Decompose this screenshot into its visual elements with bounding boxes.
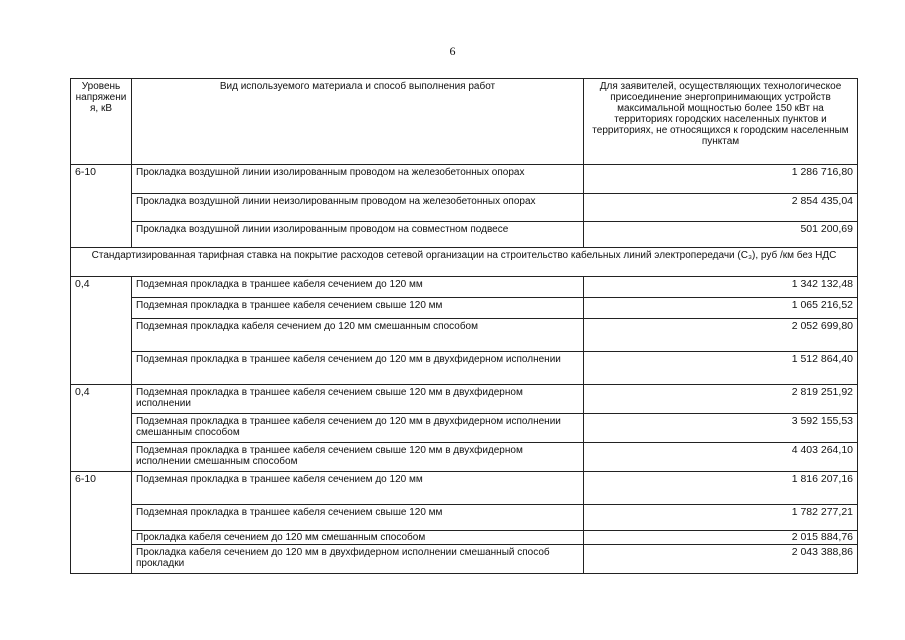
row-value: 2 052 699,80 bbox=[584, 319, 858, 352]
header-applicants: Для заявителей, осуществляющих технологическое присоединение энергопринимающих устройств максимальной мощностью более 150 кВт на территориях городских населенных пунктов и территориях, не относящихся к городским населенным пунктам bbox=[584, 79, 858, 165]
header-material-method: Вид используемого материала и способ выполнения работ bbox=[132, 79, 584, 165]
page-number: 6 bbox=[449, 44, 456, 58]
section-row bbox=[71, 248, 858, 277]
row-value: 1 342 132,48 bbox=[584, 277, 858, 298]
row-description: Подземная прокладка в траншее кабеля сечением свыше 120 мм в двухфидерном исполнении смешанным способом bbox=[132, 443, 584, 472]
table-row bbox=[71, 352, 858, 385]
row-value: 1 286 716,80 bbox=[584, 165, 858, 194]
row-value: 1 816 207,16 bbox=[584, 472, 858, 505]
tariff-table bbox=[70, 78, 858, 574]
table-row bbox=[71, 443, 858, 472]
row-value: 4 403 264,10 bbox=[584, 443, 858, 472]
row-description: Подземная прокладка в траншее кабеля сечением свыше 120 мм в двухфидерном исполнении bbox=[132, 385, 584, 414]
row-description: Прокладка воздушной линии изолированным проводом на железобетонных опорах bbox=[132, 165, 584, 194]
table-row bbox=[71, 414, 858, 443]
table-row bbox=[71, 505, 858, 531]
table-row bbox=[71, 277, 858, 298]
row-value: 2 043 388,86 bbox=[584, 545, 858, 574]
row-value: 2 854 435,04 bbox=[584, 194, 858, 222]
row-value: 3 592 155,53 bbox=[584, 414, 858, 443]
header-voltage-level: Уровень напряжени я, кВ bbox=[71, 79, 132, 165]
table-row bbox=[71, 472, 858, 505]
row-description: Подземная прокладка в траншее кабеля сечением свыше 120 мм bbox=[132, 505, 584, 531]
table-row bbox=[71, 298, 858, 319]
table-row bbox=[71, 222, 858, 248]
table-row bbox=[71, 531, 858, 545]
section-title: Стандартизированная тарифная ставка на покрытие расходов сетевой организации на строительство кабельных линий электропередачи (C₃), руб /км без НДС bbox=[71, 248, 858, 277]
row-description: Прокладка кабеля сечением до 120 мм в двухфидерном исполнении смешанный способ прокладки bbox=[132, 545, 584, 574]
voltage-level-cell: 6-10 bbox=[71, 472, 132, 574]
row-description: Прокладка воздушной линии неизолированным проводом на железобетонных опорах bbox=[132, 194, 584, 222]
row-value: 1 065 216,52 bbox=[584, 298, 858, 319]
row-value: 2 015 884,76 bbox=[584, 531, 858, 545]
row-value: 1 782 277,21 bbox=[584, 505, 858, 531]
table-row bbox=[71, 165, 858, 194]
row-description: Прокладка воздушной линии изолированным проводом на совместном подвесе bbox=[132, 222, 584, 248]
row-value: 501 200,69 bbox=[584, 222, 858, 248]
table-header-row bbox=[71, 79, 858, 165]
voltage-level-cell: 0,4 bbox=[71, 385, 132, 472]
row-description: Подземная прокладка в траншее кабеля сечением до 120 мм bbox=[132, 277, 584, 298]
row-value: 1 512 864,40 bbox=[584, 352, 858, 385]
row-description: Подземная прокладка кабеля сечением до 120 мм смешанным способом bbox=[132, 319, 584, 352]
table-row bbox=[71, 194, 858, 222]
voltage-level-cell: 6-10 bbox=[71, 165, 132, 248]
row-description: Подземная прокладка в траншее кабеля сечением свыше 120 мм bbox=[132, 298, 584, 319]
table-row bbox=[71, 319, 858, 352]
table-row bbox=[71, 385, 858, 414]
row-description: Подземная прокладка в траншее кабеля сечением до 120 мм bbox=[132, 472, 584, 505]
row-description: Подземная прокладка в траншее кабеля сечением до 120 мм в двухфидерном исполнении bbox=[132, 352, 584, 385]
voltage-level-cell: 0,4 bbox=[71, 277, 132, 385]
row-value: 2 819 251,92 bbox=[584, 385, 858, 414]
row-description: Подземная прокладка в траншее кабеля сечением до 120 мм в двухфидерном исполнении смешанным способом bbox=[132, 414, 584, 443]
table-row bbox=[71, 545, 858, 574]
row-description: Прокладка кабеля сечением до 120 мм смешанным способом bbox=[132, 531, 584, 545]
